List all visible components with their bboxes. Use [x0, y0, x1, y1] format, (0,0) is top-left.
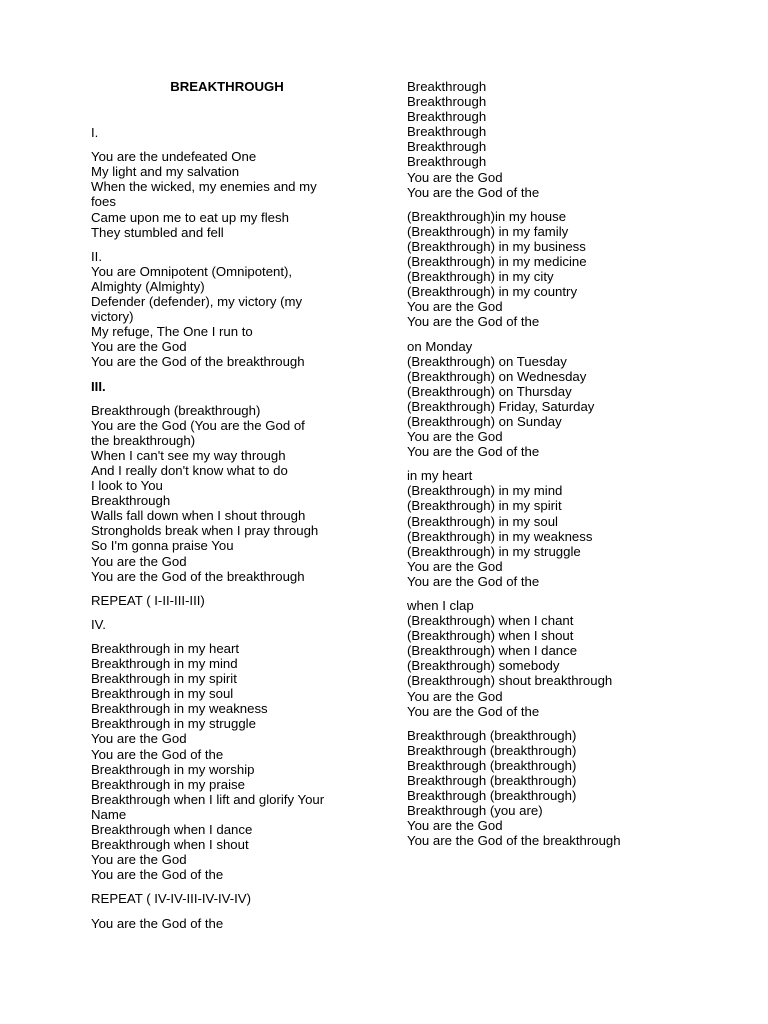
lyric-line: You are the God of the: [407, 444, 540, 460]
lyric-line: When the wicked, my enemies and my: [91, 179, 317, 195]
lyric-line: My refuge, The One I run to: [91, 324, 253, 340]
lyric-line: (Breakthrough) on Thursday: [407, 383, 572, 399]
lyric-line: So I'm gonna praise You: [91, 538, 234, 554]
verse-block: [407, 598, 707, 719]
lyric-line: when I clap: [407, 598, 474, 613]
lyric-line: You are the God of the: [407, 314, 540, 330]
lyric-line: (Breakthrough) somebody: [407, 658, 560, 674]
lyric-line: Breakthrough in my heart: [91, 640, 240, 656]
left-column: [91, 78, 363, 931]
lyric-line: Breakthrough (breakthrough): [407, 742, 577, 758]
lyric-line: (Breakthrough) on Wednesday: [407, 368, 587, 384]
lyric-line: Walls fall down when I shout through: [91, 508, 306, 524]
verse-block: [91, 617, 363, 632]
lyric-line: You are the God of the: [91, 746, 224, 762]
verse-block: [91, 593, 363, 608]
lyric-line: I look to You: [91, 478, 163, 494]
lyric-line: You are the God: [407, 299, 503, 315]
lyric-line: You are the God of the: [407, 703, 540, 719]
lyric-line: Breakthrough: [407, 139, 487, 155]
lyric-line: Breakthrough in my worship: [91, 761, 255, 777]
lyric-line: You are the God of the breakthrough: [91, 568, 305, 584]
verse-block: [91, 641, 363, 883]
lyric-line: Breakthrough (breakthrough): [407, 727, 577, 743]
lyric-line: (Breakthrough) in my country: [407, 284, 578, 300]
lyric-line: Defender (defender), my victory (my: [91, 294, 303, 310]
lyric-line: Breakthrough: [407, 94, 487, 110]
lyric-line: (Breakthrough)in my house: [407, 208, 567, 224]
lyric-line: Breakthrough when I dance: [91, 822, 253, 838]
lyric-line: Came upon me to eat up my flesh: [91, 209, 289, 225]
lyric-line: Breakthrough in my spirit: [91, 671, 237, 687]
verse-block: [91, 125, 363, 140]
lyric-line: You are the God: [91, 731, 187, 747]
lyric-line: And I really don't know what to do: [91, 462, 288, 478]
verse-block: [91, 403, 363, 584]
lyric-line: (Breakthrough) Friday, Saturday: [407, 398, 595, 414]
lyric-line: (Breakthrough) in my soul: [407, 513, 558, 529]
lyric-line: They stumbled and fell: [91, 224, 224, 240]
lyric-line: Breakthrough: [407, 154, 487, 170]
verse-block: [407, 339, 707, 460]
page-title: BREAKTHROUGH: [170, 79, 284, 94]
lyric-line: (Breakthrough) on Sunday: [407, 413, 562, 429]
lyric-line: (Breakthrough) in my city: [407, 269, 554, 285]
lyric-line: I.: [91, 125, 99, 141]
lyric-line: Breakthrough (breakthrough): [407, 788, 577, 804]
lyric-line: You are the God of the breakthrough: [407, 833, 621, 849]
lyric-line: the breakthrough): [91, 432, 196, 448]
lyric-line: You are the God of the: [91, 915, 224, 931]
lyric-line: You are the God (You are the God of: [91, 417, 305, 433]
lyric-line: (Breakthrough) in my family: [407, 223, 569, 239]
lyric-line: on Monday: [407, 338, 473, 354]
right-lyrics: [407, 79, 707, 849]
lyric-line: You are the God of the breakthrough: [91, 354, 305, 370]
lyric-line: Breakthrough in my mind: [91, 656, 238, 671]
lyric-line: When I can't see my way through: [91, 447, 286, 463]
lyric-line: (Breakthrough) in my business: [407, 238, 586, 254]
lyric-line: foes: [91, 194, 116, 210]
verse-block: [91, 149, 363, 240]
lyric-line: You are the God: [91, 339, 187, 355]
lyric-line: III.: [91, 378, 106, 394]
verse-block: [91, 891, 363, 906]
lyric-line: Breakthrough: [407, 79, 487, 94]
lyric-line: REPEAT ( IV-IV-III-IV-IV-IV): [91, 891, 251, 907]
lyric-line: (Breakthrough) in my mind: [407, 483, 563, 499]
lyric-line: Strongholds break when I pray through: [91, 523, 319, 539]
verse-block: [91, 916, 363, 931]
lyric-line: Breakthrough: [407, 109, 487, 125]
lyric-line: (Breakthrough) when I shout: [407, 628, 574, 644]
lyric-line: II.: [91, 248, 102, 264]
lyric-line: You are Omnipotent (Omnipotent),: [91, 263, 293, 279]
lyric-line: (Breakthrough) in my struggle: [407, 543, 581, 559]
lyric-line: You are the God: [407, 429, 503, 445]
lyric-line: Breakthrough (breakthrough): [407, 773, 577, 789]
lyric-line: You are the God of the: [407, 573, 540, 589]
lyric-line: My light and my salvation: [91, 164, 240, 180]
lyric-line: You are the God: [407, 688, 503, 704]
lyric-line: (Breakthrough) shout breakthrough: [407, 673, 613, 689]
lyric-line: (Breakthrough) when I dance: [407, 643, 578, 659]
verse-block: [91, 379, 363, 394]
lyric-line: in my heart: [407, 468, 473, 484]
lyric-line: Breakthrough (you are): [407, 803, 543, 819]
lyric-line: Breakthrough: [91, 493, 171, 509]
lyric-line: (Breakthrough) when I chant: [407, 613, 574, 629]
lyric-line: Almighty (Almighty): [91, 278, 205, 294]
verse-block: [407, 728, 707, 849]
verse-block: [407, 209, 707, 330]
lyric-line: Breakthrough when I lift and glorify Your: [91, 791, 325, 807]
verse-block: [407, 79, 707, 200]
verse-block: [91, 249, 363, 370]
lyric-line: You are the God: [91, 852, 187, 868]
lyric-line: (Breakthrough) in my medicine: [407, 254, 587, 270]
lyric-line: Breakthrough in my struggle: [91, 716, 256, 732]
verse-block: [407, 468, 707, 589]
lyric-line: Breakthrough: [407, 124, 487, 140]
lyric-line: You are the undefeated One: [91, 149, 257, 165]
lyric-line: You are the God: [91, 553, 187, 569]
lyric-line: You are the God of the: [407, 184, 540, 200]
lyric-line: Breakthrough (breakthrough): [91, 402, 261, 418]
lyric-line: Name: [91, 806, 127, 822]
lyric-line: Breakthrough in my weakness: [91, 701, 268, 717]
lyric-line: (Breakthrough) in my weakness: [407, 528, 593, 544]
lyric-line: You are the God: [407, 818, 503, 834]
lyric-line: (Breakthrough) on Tuesday: [407, 353, 567, 369]
lyric-line: Breakthrough in my soul: [91, 686, 234, 702]
lyric-line: REPEAT ( I-II-III-III): [91, 592, 205, 608]
lyric-line: Breakthrough in my praise: [91, 776, 245, 792]
left-lyrics: [91, 125, 363, 931]
lyric-line: You are the God: [407, 558, 503, 574]
lyric-line: You are the God: [407, 169, 503, 185]
lyric-line: You are the God of the: [91, 867, 224, 883]
lyric-line: victory): [91, 309, 134, 325]
lyric-line: IV.: [91, 616, 106, 632]
lyric-line: Breakthrough when I shout: [91, 837, 249, 853]
lyric-line: (Breakthrough) in my spirit: [407, 498, 562, 514]
right-column: [407, 79, 707, 849]
lyric-line: Breakthrough (breakthrough): [407, 757, 577, 773]
